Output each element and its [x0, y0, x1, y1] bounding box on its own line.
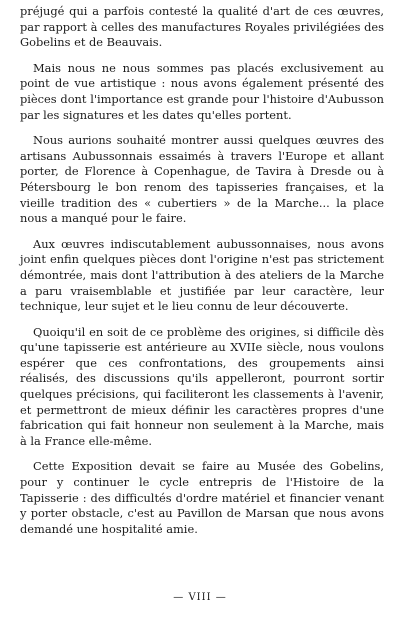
paragraph-3: Nous aurions souhaité montrer aussi quelques œuvres des artisans Aubussonnais essaimés à travers l'Europe et allant porter, de Florence à Copenhague, de Tavira à Dresde ou à Pétersbourg le bon renom des tapisseries françaises, et la vieille tradition des « cubertiers » de la Marche... la place nous a manqué pour le faire.	[20, 133, 384, 226]
document-page	[20, 4, 384, 547]
paragraph-6: Cette Exposition devait se faire au Musée des Gobelins, pour y continuer le cycle entrepris de l'Histoire de la Tapisserie : des difficultés d'ordre matériel et financier venant y porter obstacle, c'est au Pavillon de Marsan que nous avons demandé une hospitalité amie.	[20, 459, 384, 536]
page-number: — VIII —	[173, 592, 227, 603]
paragraph-2: Mais nous ne nous sommes pas placés exclusivement au point de vue artistique : nous avons également présenté des pièces dont l'importance est grande pour l'histoire d'Aubusson par les signatures et les dates qu'elles portent.	[20, 60, 384, 122]
paragraph-4: Aux œuvres indiscutablement aubussonnaises, nous avons joint enfin quelques pièces dont l'origine n'est pas strictement démontrée, mais dont l'attribution à des ateliers de la Marche a paru vraisemblable et justifiée par leur caractère, leur technique, leur sujet et le lieu connu de leur découverte.	[20, 236, 384, 314]
paragraph-5: Quoiqu'il en soit de ce problème des origines, si difficile dès qu'une tapisserie est antérieure au XVIIe siècle, nous voulons espérer que ces confrontations, des groupements ainsi réalisés, des discussions qu'ils appelleront, pourront sortir quelques précisions, qui faciliteront les classements à l'avenir, et permettront de mieux définir les caractères propres d'une fabrication qui fait honneur non seulement à la Marche, mais à la France elle-même.	[20, 324, 384, 448]
paragraph-1: préjugé qui a parfois contesté la qualité d'art de ces œuvres, par rapport à celles des manufactures Royales privilégiées des Gobelins et de Beauvais.	[20, 4, 384, 50]
